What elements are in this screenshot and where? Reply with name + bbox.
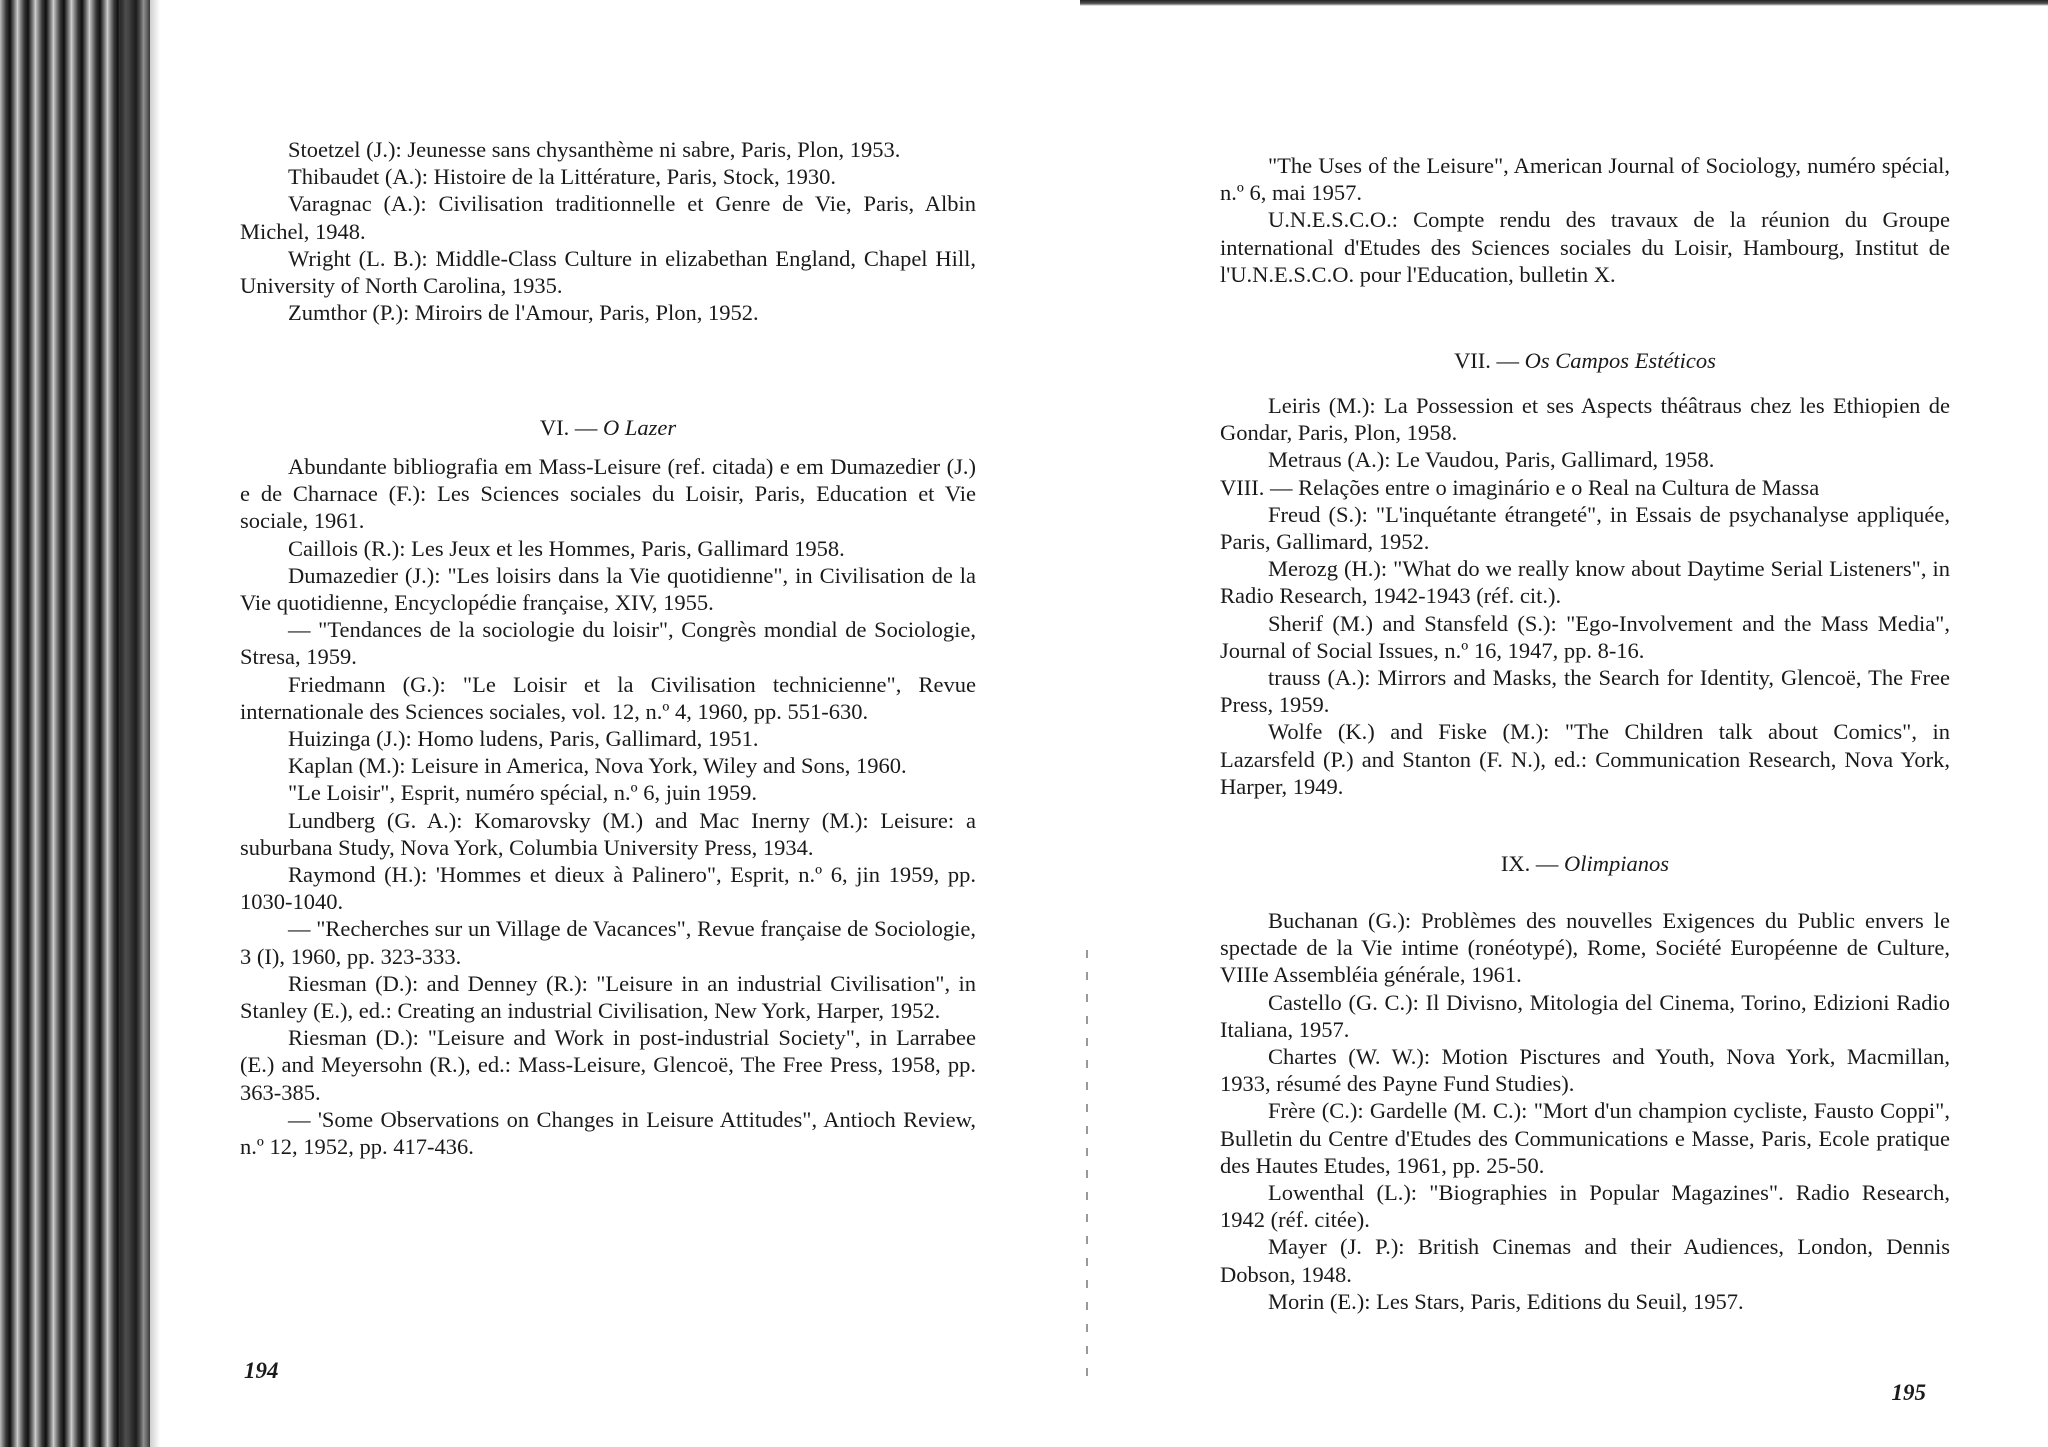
bib-entry: Huizinga (J.): Homo ludens, Paris, Gallimard, 1951.	[288, 726, 759, 752]
bib-entry: Riesman (D.): "Leisure and Work in post-industrial Society", in Larrabee (E.) and Meyersohn (R.), ed.: Mass-Leisure, Glencoë, The Free Press, 1958, pp. 363-385.	[240, 1025, 976, 1105]
right-section-vii-entries	[1220, 392, 1950, 800]
section-heading-vi	[240, 414, 976, 441]
right-page	[1220, 0, 1950, 1447]
bib-entry: Mayer (J. P.): British Cinemas and their Audiences, London, Dennis Dobson, 1948.	[1220, 1234, 1950, 1287]
section-heading-vii	[1220, 347, 1950, 374]
bib-entry: Leiris (M.): La Possession et ses Aspects théâtraus chez les Ethiopien de Gondar, Paris, Plon, 1958.	[1220, 393, 1950, 446]
bib-entry: Caillois (R.): Les Jeux et les Hommes, Paris, Gallimard 1958.	[288, 535, 845, 561]
bib-entry: Zumthor (P.): Miroirs de l'Amour, Paris, Plon, 1952.	[288, 300, 759, 326]
bib-entry: Merozg (H.): "What do we really know about Daytime Serial Listeners", in Radio Research, 1942-1943 (réf. cit.).	[1220, 556, 1950, 609]
bib-entry: Buchanan (G.): Problèmes des nouvelles Exigences du Public envers le spectade de la Vie intime (ronéotypé), Rome, Société Européenne de Culture, VIIIe Assembléia générale, 1961.	[1220, 908, 1950, 988]
bib-entry: Freud (S.): "L'inquétante étrangeté", in Essais de psychanalyse appliquée, Paris, Gallimard, 1952.	[1220, 501, 1950, 555]
bib-entry: "The Uses of the Leisure", American Journal of Sociology, numéro spécial, n.º 6, mai 1957.	[1220, 153, 1950, 206]
spine-gradient	[120, 0, 160, 1447]
bib-entry: Stoetzel (J.): Jeunesse sans chysanthème ni sabre, Paris, Plon, 1953.	[288, 137, 901, 162]
bib-entry: Chartes (W. W.): Motion Pisctures and Youth, Nova York, Macmillan, 1933, résumé des Payne Fund Studies).	[1220, 1044, 1950, 1097]
section-title: O Lazer	[602, 415, 677, 440]
bib-entry: — 'Some Observations on Changes in Leisure Attitudes", Antioch Review, n.º 12, 1952, pp. 417-436.	[240, 1106, 976, 1160]
section-number: IX. —	[1500, 851, 1559, 876]
bib-entry: Thibaudet (A.): Histoire de la Littérature, Paris, Stock, 1930.	[288, 164, 836, 190]
section-number: VIII. —	[1220, 474, 1293, 500]
left-section-vi-entries	[240, 453, 976, 1160]
section-heading-viii	[1220, 474, 1950, 501]
left-top-entries	[240, 136, 976, 326]
page-number: 195	[1891, 1380, 1926, 1405]
bib-entry: — "Recherches sur un Village de Vacances", Revue française de Sociologie, 3 (I), 1960, pp. 323-333.	[240, 916, 976, 969]
page-number: 194	[244, 1358, 279, 1383]
bib-entry: Lundberg (G. A.): Komarovsky (M.) and Mac Inerny (M.): Leisure: a suburbana Study, Nova York, Columbia University Press, 1934.	[240, 807, 976, 860]
left-page	[240, 0, 976, 1447]
bib-entry: U.N.E.S.C.O.: Compte rendu des travaux de la réunion du Groupe international d'Etudes des Sciences sociales du Loisir, Hambourg, Institut de l'U.N.E.S.C.O. pour l'Education, bulletin X.	[1220, 207, 1950, 287]
section-title: Olimpianos	[1564, 851, 1670, 876]
section-number: VI. —	[539, 415, 598, 440]
bib-entry: Wright (L. B.): Middle-Class Culture in elizabethan England, Chapel Hill, University of North Carolina, 1935.	[240, 245, 976, 299]
right-section-ix-entries	[1220, 907, 1950, 1315]
bib-entry: Metraus (A.): Le Vaudou, Paris, Gallimard, 1958.	[1268, 447, 1715, 473]
section-heading-ix	[1220, 850, 1950, 877]
section-title: Os Campos Estéticos	[1524, 348, 1716, 373]
bib-entry: trauss (A.): Mirrors and Masks, the Search for Identity, Glencoë, The Free Press, 1959.	[1220, 665, 1950, 718]
bib-entry: Dumazedier (J.): "Les loisirs dans la Vie quotidienne", in Civilisation de la Vie quotidienne, Encyclopédie française, XIV, 1955.	[240, 562, 976, 616]
bib-entry: Varagnac (A.): Civilisation traditionnelle et Genre de Vie, Paris, Albin Michel, 1948.	[240, 191, 976, 244]
bib-entry: Sherif (M.) and Stansfeld (S.): "Ego-Involvement and the Mass Media", Journal of Social Issues, n.º 16, 1947, pp. 8-16.	[1220, 610, 1950, 663]
section-number: VII. —	[1454, 348, 1520, 373]
bib-entry: Raymond (H.): 'Hommes et dieux à Palinero", Esprit, n.º 6, jin 1959, pp. 1030-1040.	[240, 862, 976, 915]
bib-entry: Castello (G. C.): Il Divisno, Mitologia del Cinema, Torino, Edizioni Radio Italiana, 1957.	[1220, 989, 1950, 1042]
bib-entry: "Le Loisir", Esprit, numéro spécial, n.º 6, juin 1959.	[288, 780, 758, 806]
gutter-marks	[1086, 950, 1088, 1390]
right-top-entries	[1220, 152, 1950, 288]
bib-entry: Friedmann (G.): "Le Loisir et la Civilisation technicienne", Revue internationale des Sciences sociales, vol. 12, n.º 4, 1960, pp. 551-630.	[240, 671, 976, 724]
bib-entry: Abundante bibliografia em Mass-Leisure (ref. citada) e em Dumazedier (J.) e de Charnace (F.): Les Sciences sociales du Loisir, Paris, Education et Vie sociale, 1961.	[240, 454, 976, 534]
bib-entry: Kaplan (M.): Leisure in America, Nova York, Wiley and Sons, 1960.	[288, 753, 907, 779]
bib-entry: Riesman (D.): and Denney (R.): "Leisure in an industrial Civilisation", in Stanley (E.), ed.: Creating an industrial Civilisation, New York, Harper, 1952.	[240, 970, 976, 1024]
bib-entry: — "Tendances de la sociologie du loisir", Congrès mondial de Sociologie, Stresa, 1959.	[240, 617, 976, 670]
bib-entry: Wolfe (K.) and Fiske (M.): "The Children talk about Comics", in Lazarsfeld (P.) and Stanton (F. N.), ed.: Communication Research, Nova York, Harper, 1949.	[1220, 719, 1950, 799]
section-title: Relações entre o imaginário e o Real na Cultura de Massa	[1298, 474, 1820, 500]
bib-entry: Lowenthal (L.): "Biographies in Popular Magazines". Radio Research, 1942 (réf. citée).	[1220, 1180, 1950, 1233]
bib-entry: Morin (E.): Les Stars, Paris, Editions du Seuil, 1957.	[1268, 1288, 1744, 1314]
bib-entry: Frère (C.): Gardelle (M. C.): "Mort d'un champion cycliste, Fausto Coppi", Bulletin du Centre d'Etudes des Communications e Masse, Paris, Ecole pratique des Hautes Etudes, 1961, pp. 25-50.	[1220, 1098, 1950, 1178]
